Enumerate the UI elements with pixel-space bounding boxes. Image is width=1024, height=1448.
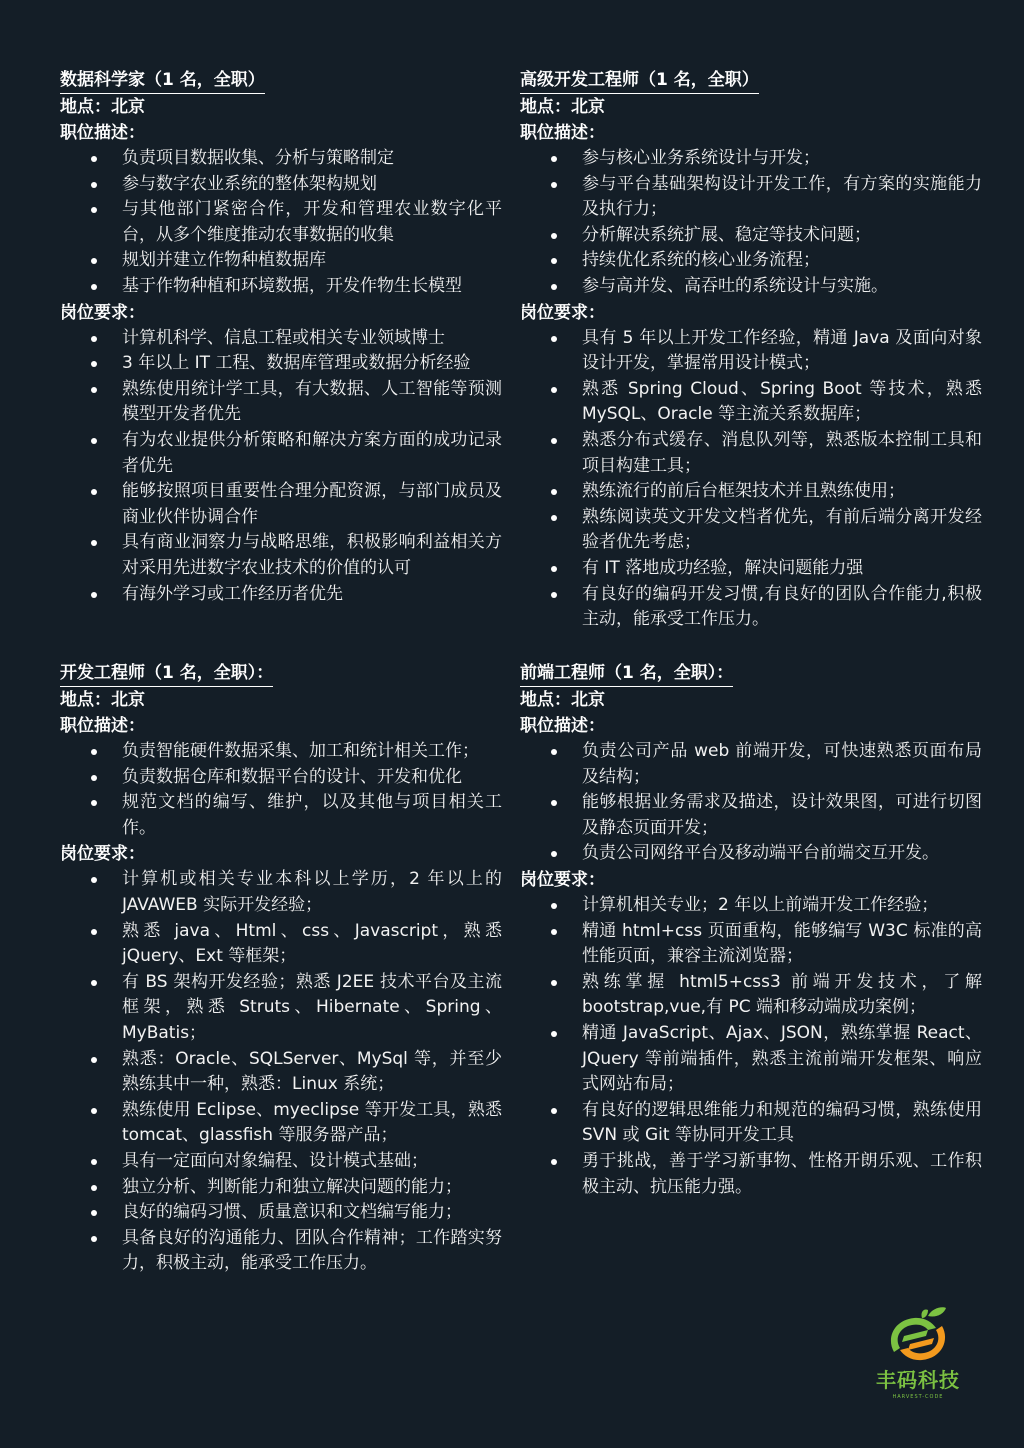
job-location: 地点：北京 bbox=[520, 690, 605, 710]
description-item: 负责项目数据收集、分析与策略制定 bbox=[122, 146, 502, 172]
description-item: 持续优化系统的核心业务流程； bbox=[582, 248, 982, 274]
logo-subtitle: HARVEST-CODE bbox=[892, 1394, 944, 1400]
company-logo bbox=[866, 1306, 970, 1402]
job-title: 数据科学家（1 名，全职） bbox=[60, 67, 265, 94]
requirement-item: 能够按照项目重要性合理分配资源，与部门成员及商业伙伴协调合作 bbox=[122, 479, 502, 530]
requirement-item: 具有商业洞察力与战略思维，积极影响利益相关方对采用先进数字农业技术的价值的认可 bbox=[122, 530, 502, 581]
requirement-item: 熟练使用统计学工具，有大数据、人工智能等预测模型开发者优先 bbox=[122, 377, 502, 428]
job-title-row bbox=[520, 67, 982, 94]
requirement-item: 精通 html+css 页面重构，能够编写 W3C 标准的高性能页面，兼容主流浏览器； bbox=[582, 919, 982, 970]
job-title-row bbox=[520, 660, 982, 687]
description-item: 负责公司网络平台及移动端平台前端交互开发。 bbox=[582, 841, 982, 867]
description-item: 参与平台基础架构设计开发工作，有方案的实施能力及执行力； bbox=[582, 172, 982, 223]
job-posting-developer bbox=[60, 660, 502, 1277]
requirement-item: 熟悉 java、Html、css、Javascript，熟悉 jQuery、Ext 等框架； bbox=[122, 919, 502, 970]
description-item: 规划并建立作物种植数据库 bbox=[122, 248, 502, 274]
requirement-item: 具有一定面向对象编程、设计模式基础； bbox=[122, 1149, 502, 1175]
description-item: 参与数字农业系统的整体架构规划 bbox=[122, 172, 502, 198]
job-posting-frontend-engineer bbox=[520, 660, 982, 1200]
requirement-item: 勇于挑战，善于学习新事物、性格开朗乐观、工作积极主动、抗压能力强。 bbox=[582, 1149, 982, 1200]
requirements-list bbox=[520, 326, 982, 633]
requirements-heading: 岗位要求： bbox=[60, 302, 145, 323]
description-item: 基于作物种植和环境数据，开发作物生长模型 bbox=[122, 274, 502, 300]
requirements-heading: 岗位要求： bbox=[520, 302, 605, 323]
requirement-item: 计算机或相关专业本科以上学历，2 年以上的 JAVAWEB 实际开发经验； bbox=[122, 867, 502, 918]
requirements-list bbox=[60, 867, 502, 1277]
description-item: 与其他部门紧密合作，开发和管理农业数字化平台，从多个维度推动农事数据的收集 bbox=[122, 197, 502, 248]
job-location: 地点：北京 bbox=[520, 97, 605, 117]
description-item: 负责智能硬件数据采集、加工和统计相关工作； bbox=[122, 739, 502, 765]
requirement-item: 熟悉：Oracle、SQLServer、MySql 等，并至少熟练其中一种，熟悉：Linux 系统； bbox=[122, 1047, 502, 1098]
requirement-item: 熟悉分布式缓存、消息队列等，熟悉版本控制工具和项目构建工具； bbox=[582, 428, 982, 479]
description-list bbox=[60, 739, 502, 841]
requirement-item: 熟练掌握 html5+css3 前端开发技术，了解 bootstrap,vue,有 PC 端和移动端成功案例； bbox=[582, 970, 982, 1021]
requirement-item: 有 IT 落地成功经验，解决问题能力强 bbox=[582, 556, 982, 582]
requirement-item: 熟练使用 Eclipse、myeclipse 等开发工具，熟悉 tomcat、glassfish 等服务器产品； bbox=[122, 1098, 502, 1149]
description-list bbox=[520, 739, 982, 867]
description-heading: 职位描述： bbox=[60, 716, 145, 736]
requirement-item: 熟练流行的前后台框架技术并且熟练使用； bbox=[582, 479, 982, 505]
job-posting-senior-developer bbox=[520, 67, 982, 633]
job-title-row bbox=[60, 660, 502, 687]
job-title: 高级开发工程师（1 名，全职） bbox=[520, 67, 759, 94]
description-item: 规范文档的编写、维护，以及其他与项目相关工作。 bbox=[122, 790, 502, 841]
description-item: 能够根据业务需求及描述，设计效果图，可进行切图及静态页面开发； bbox=[582, 790, 982, 841]
description-heading: 职位描述： bbox=[520, 123, 605, 143]
description-heading: 职位描述： bbox=[60, 123, 145, 143]
requirement-item: 有 BS 架构开发经验；熟悉 J2EE 技术平台及主流框架，熟悉 Struts、Hibernate、Spring、MyBatis； bbox=[122, 970, 502, 1047]
job-location: 地点：北京 bbox=[60, 690, 145, 710]
requirement-item: 有为农业提供分析策略和解决方案方面的成功记录者优先 bbox=[122, 428, 502, 479]
job-title: 开发工程师（1 名，全职）： bbox=[60, 660, 273, 687]
requirement-item: 独立分析、判断能力和独立解决问题的能力； bbox=[122, 1175, 502, 1201]
description-item: 分析解决系统扩展、稳定等技术问题； bbox=[582, 223, 982, 249]
requirements-heading: 岗位要求： bbox=[60, 844, 145, 865]
requirement-item: 熟悉 Spring Cloud、Spring Boot 等技术，熟悉 MySQL、Oracle 等主流关系数据库； bbox=[582, 377, 982, 428]
description-item: 参与高并发、高吞吐的系统设计与实施。 bbox=[582, 274, 982, 300]
requirements-list bbox=[60, 326, 502, 608]
requirements-list bbox=[520, 893, 982, 1200]
description-item: 负责数据仓库和数据平台的设计、开发和优化 bbox=[122, 765, 502, 791]
requirement-item: 具备良好的沟通能力、团队合作精神；工作踏实努力，积极主动，能承受工作压力。 bbox=[122, 1226, 502, 1277]
job-title-row bbox=[60, 67, 502, 94]
requirement-item: 熟练阅读英文开发文档者优先，有前后端分离开发经验者优先考虑； bbox=[582, 505, 982, 556]
description-list bbox=[520, 146, 982, 300]
requirement-item: 有海外学习或工作经历者优先 bbox=[122, 582, 502, 608]
description-item: 参与核心业务系统设计与开发； bbox=[582, 146, 982, 172]
requirement-item: 有良好的逻辑思维能力和规范的编码习惯，熟练使用 SVN 或 Git 等协同开发工具 bbox=[582, 1098, 982, 1149]
requirement-item: 有良好的编码开发习惯,有良好的团队合作能力,积极主动，能承受工作压力。 bbox=[582, 582, 982, 633]
description-item: 负责公司产品 web 前端开发，可快速熟悉页面布局及结构； bbox=[582, 739, 982, 790]
requirement-item: 计算机科学、信息工程或相关专业领域博士 bbox=[122, 326, 502, 352]
description-heading: 职位描述： bbox=[520, 716, 605, 736]
requirement-item: 良好的编码习惯、质量意识和文档编写能力； bbox=[122, 1200, 502, 1226]
requirements-heading: 岗位要求： bbox=[520, 869, 605, 890]
logo-name: 丰码科技 bbox=[876, 1368, 960, 1392]
logo-mark-icon bbox=[884, 1306, 952, 1368]
description-list bbox=[60, 146, 502, 300]
requirement-item: 3 年以上 IT 工程、数据库管理或数据分析经验 bbox=[122, 351, 502, 377]
job-title: 前端工程师（1 名，全职）： bbox=[520, 660, 733, 687]
job-location: 地点：北京 bbox=[60, 97, 145, 117]
requirement-item: 具有 5 年以上开发工作经验，精通 Java 及面向对象设计开发，掌握常用设计模式； bbox=[582, 326, 982, 377]
requirement-item: 精通 JavaScript、Ajax、JSON，熟练掌握 React、JQuery 等前端插件，熟悉主流前端开发框架、响应式网站布局； bbox=[582, 1021, 982, 1098]
requirement-item: 计算机相关专业；2 年以上前端开发工作经验； bbox=[582, 893, 982, 919]
job-posting-data-scientist bbox=[60, 67, 502, 607]
